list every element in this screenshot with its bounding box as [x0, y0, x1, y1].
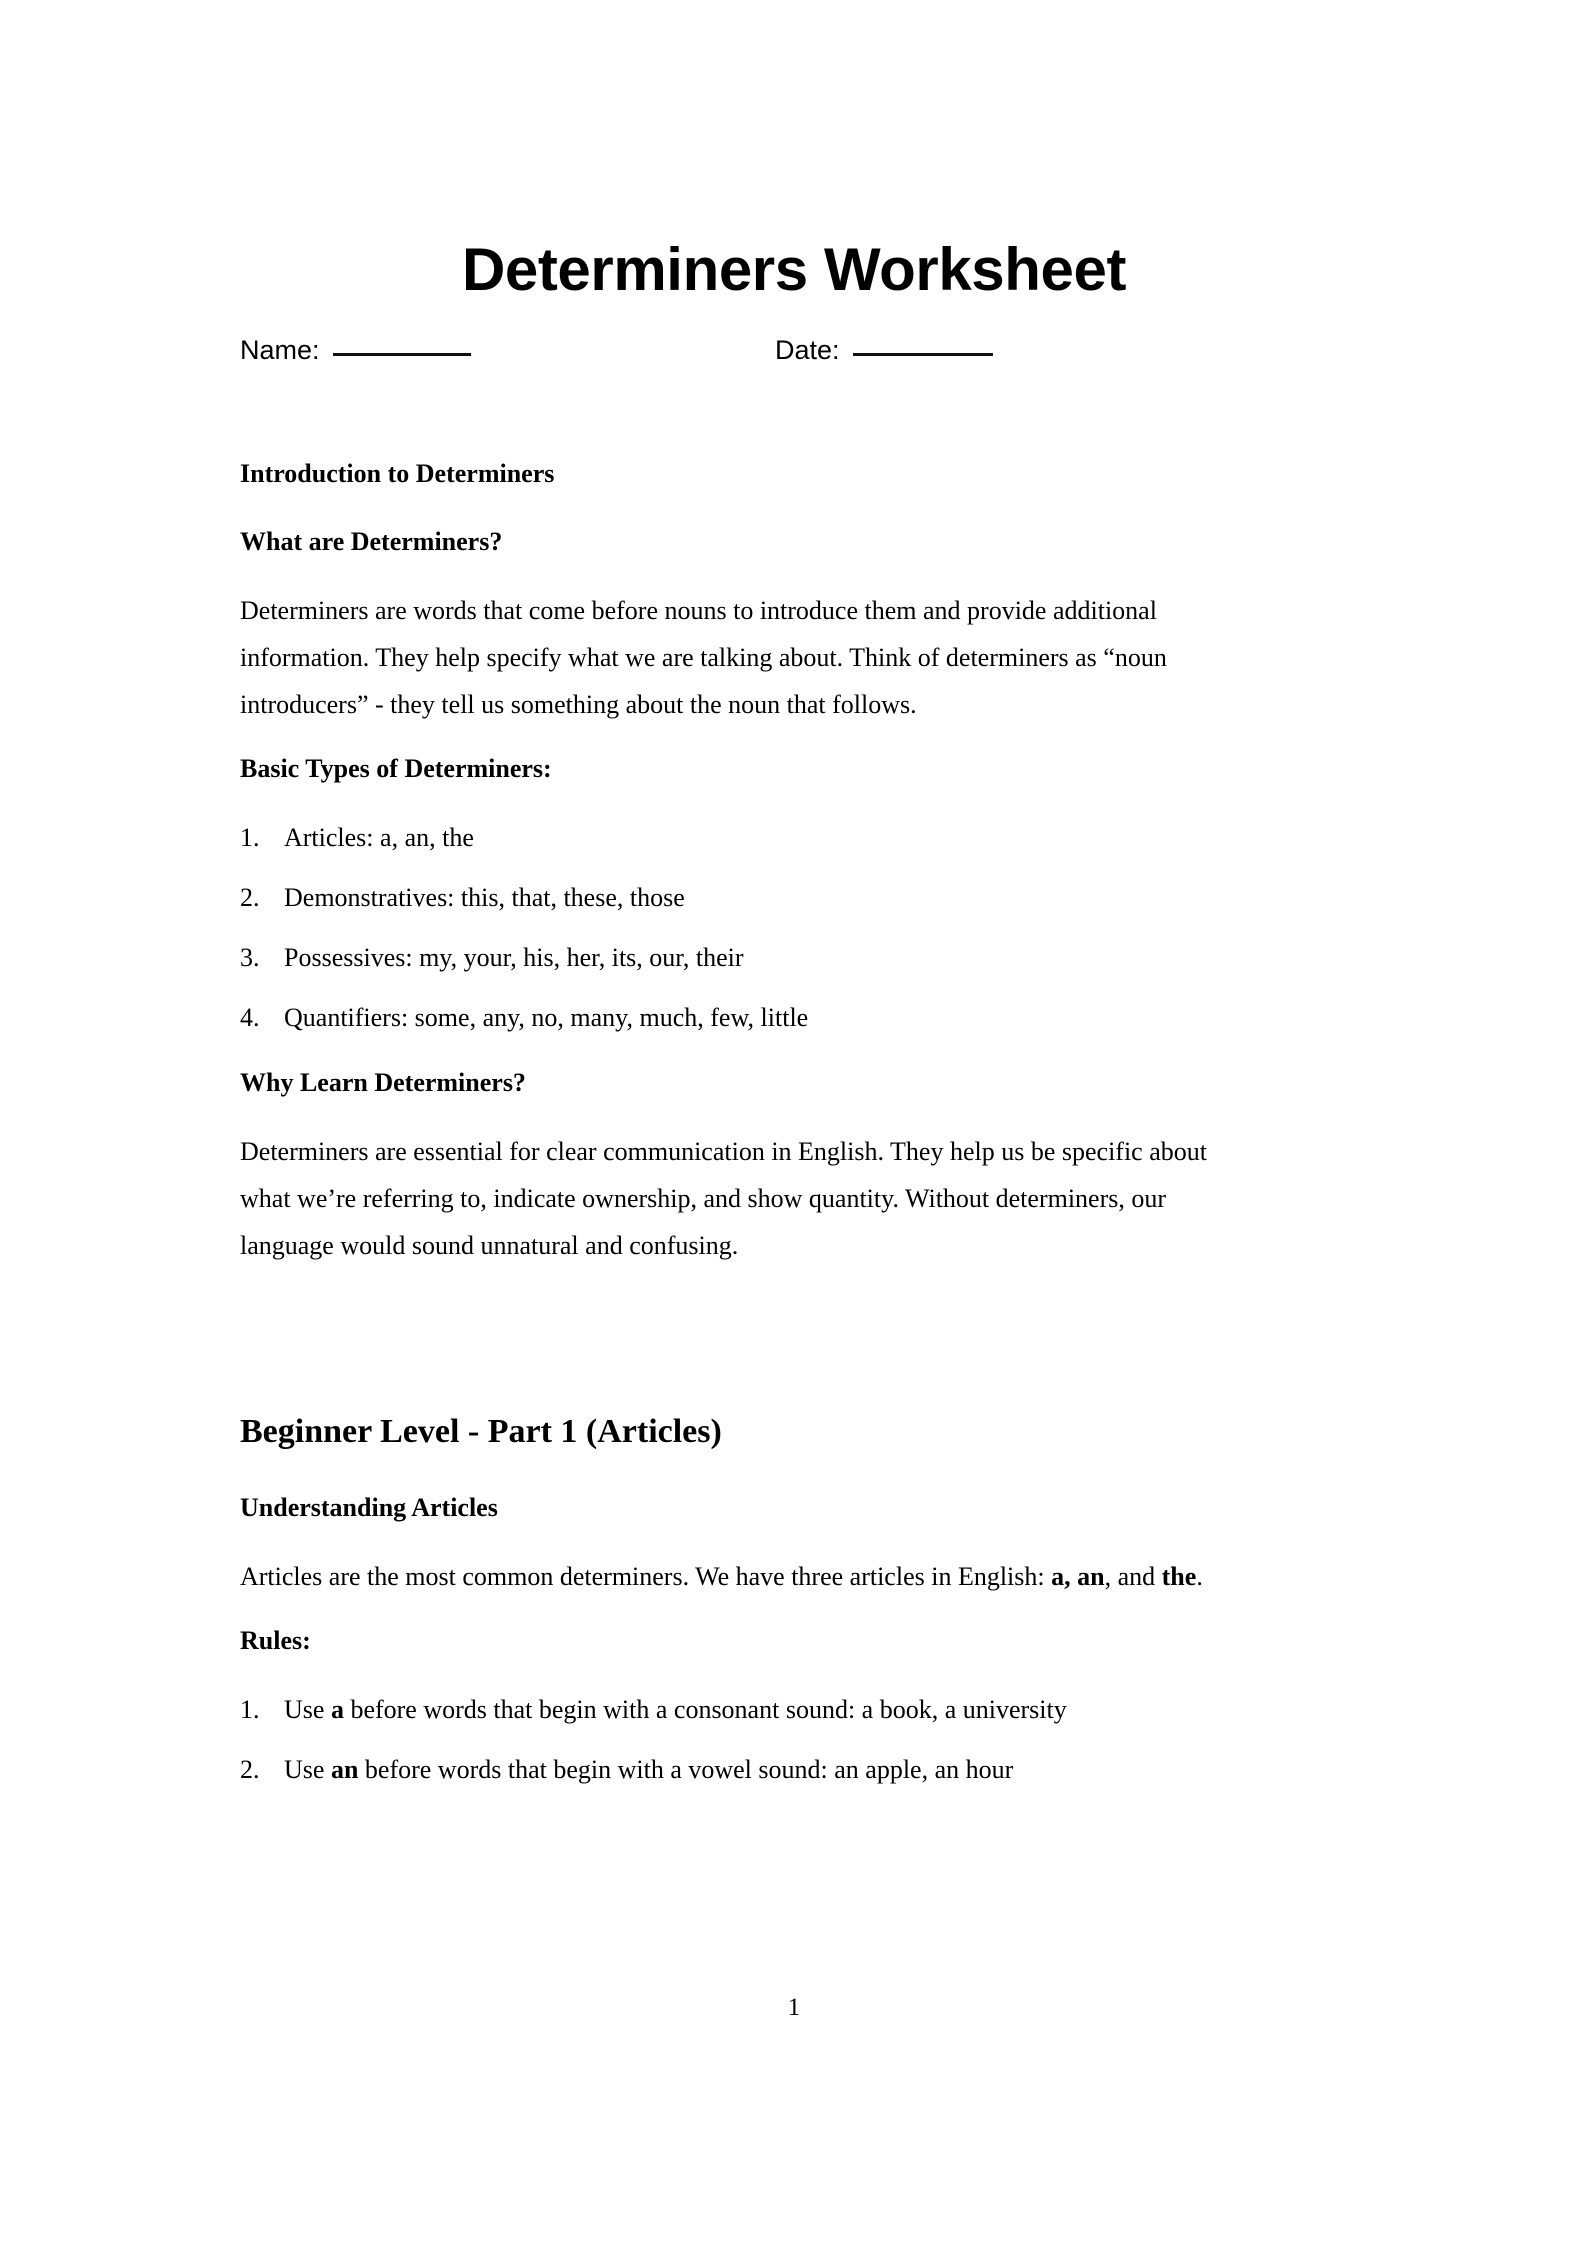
list-marker: 2. [240, 1755, 260, 1784]
bold-article-a: a [1051, 1562, 1065, 1591]
list-item-text: Quantifiers: some, any, no, many, much, few, little [284, 1003, 809, 1032]
list-item [240, 998, 1250, 1038]
bold-article-an: an [1077, 1562, 1105, 1591]
list-marker: 3. [240, 943, 260, 972]
name-label: Name: [240, 335, 320, 365]
spacer [240, 1600, 1250, 1622]
spacer [240, 1038, 1250, 1064]
list-item-text-pre: Use [284, 1755, 331, 1784]
spacer [240, 788, 1250, 818]
paragraph-text-mid: , and [1104, 1562, 1162, 1591]
paragraph-why-learn-determiners: Determiners are essential for clear communication in English. They help us be specific about what we’re referring to, indicate ownership, and show quantity. Without determiners, our language would sound unnatural and confusing. [240, 1137, 1207, 1260]
spacer [240, 1365, 1250, 1409]
bold-article-the: the [1161, 1562, 1197, 1591]
worksheet-content [240, 455, 1250, 1790]
list-marker: 2. [240, 883, 260, 912]
bold-separator-1: , [1064, 1562, 1078, 1591]
list-item [240, 818, 1250, 858]
list-item [240, 1690, 1250, 1730]
page-title: Determiners Worksheet [461, 236, 1127, 304]
spacer [240, 493, 1250, 523]
date-write-line[interactable] [853, 353, 993, 356]
list-item-text-post: before words that begin with a consonant sound: a book, a university [343, 1695, 1067, 1724]
name-write-line[interactable] [333, 353, 471, 356]
heading-why-learn-determiners: Why Learn Determiners? [240, 1068, 526, 1097]
name-field[interactable] [240, 330, 471, 370]
paragraph-text-pre: Articles are the most common determiners. We have three articles in English: [240, 1562, 1052, 1591]
list-item-text: Demonstratives: this, that, these, those [284, 883, 685, 912]
spacer [240, 1455, 1250, 1489]
list-item-text: Articles: a, an, the [284, 823, 474, 852]
basic-types-list [240, 818, 1250, 1038]
list-item [240, 938, 1250, 978]
rules-list [240, 1690, 1250, 1790]
spacer [240, 1527, 1250, 1553]
page-number: 1 [787, 1994, 801, 2021]
heading-introduction-to-determiners: Introduction to Determiners [240, 459, 555, 488]
paragraph-understanding-articles [240, 1553, 1250, 1600]
list-item-text: Possessives: my, your, his, her, its, our, their [284, 943, 744, 972]
list-item-text-post: before words that begin with a vowel sound: an apple, an hour [358, 1755, 1014, 1784]
bold-article-an: an [330, 1755, 359, 1784]
list-item [240, 1750, 1250, 1790]
paragraph-what-are-determiners: Determiners are words that come before nouns to introduce them and provide additional information. They help specify what we are talking about. Think of determiners as “noun introducers” - they tell us something about the noun that follows. [240, 596, 1167, 719]
heading-basic-types-of-determiners: Basic Types of Determiners: [240, 754, 552, 783]
list-marker: 1. [240, 823, 260, 852]
heading-understanding-articles: Understanding Articles [240, 1493, 498, 1522]
spacer [240, 561, 1250, 587]
date-label: Date: [775, 335, 840, 365]
spacer [240, 1102, 1250, 1128]
spacer [240, 728, 1250, 750]
spacer [240, 1269, 1250, 1365]
spacer [240, 1660, 1250, 1690]
heading-what-are-determiners: What are Determiners? [240, 527, 503, 556]
list-marker: 1. [240, 1695, 260, 1724]
date-field[interactable] [775, 330, 993, 370]
list-marker: 4. [240, 1003, 260, 1032]
bold-article-a: a [330, 1695, 344, 1724]
heading-rules: Rules: [240, 1626, 311, 1655]
heading-beginner-level-part-1: Beginner Level - Part 1 (Articles) [240, 1413, 722, 1450]
name-date-row [240, 330, 1250, 380]
paragraph-text-end: . [1196, 1562, 1203, 1591]
list-item [240, 878, 1250, 918]
list-item-text-pre: Use [284, 1695, 331, 1724]
